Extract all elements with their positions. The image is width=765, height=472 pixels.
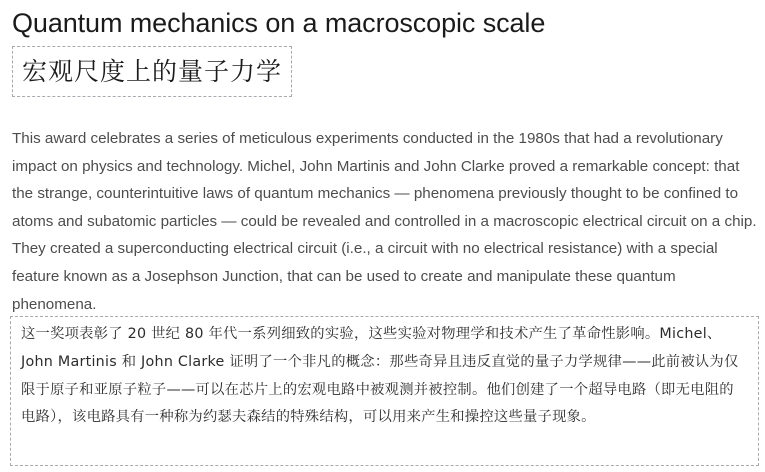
paragraph-chinese: 这一奖项表彰了 20 世纪 80 年代一系列细致的实验，这些实验对物理学和技术产生了革命性影响。Michel、John Martinis 和 John Clarke 证明了一个非凡的概念：那些奇异且违反直觉的量子力学规律——此前被认为仅限于原子和亚原子粒子——可以在芯片上的宏观电路中被观测并被控制。他们创建了一个超导电路（即无电阻的电路），该电路具有一种称为约瑟夫森结的特殊结构，可以用来产生和操控这些量子现象。 <box>21 326 739 426</box>
title-translation-box <box>12 46 292 97</box>
title-english: Quantum mechanics on a macroscopic scale <box>12 8 546 38</box>
paragraph-english: This award celebrates a series of meticulous experiments conducted in the 1980s that had a revolutionary impact on physics and technology. Michel, John Martinis and John Clarke proved a remarkable concept: that the strange, counterintuitive laws of quantum mechanics — phenomena previously thought to be confined to atoms and subatomic particles — could be revealed and controlled in a macroscopic electrical circuit on a chip. They created a superconducting electrical circuit (i.e., a circuit with no electrical resistance) with a special feature known as a Josephson Junction, that can be used to create and manipulate these quantum phenomena. <box>12 130 757 313</box>
title-chinese: 宏观尺度上的量子力学 <box>22 56 283 86</box>
paragraph-translation-box <box>10 316 759 466</box>
